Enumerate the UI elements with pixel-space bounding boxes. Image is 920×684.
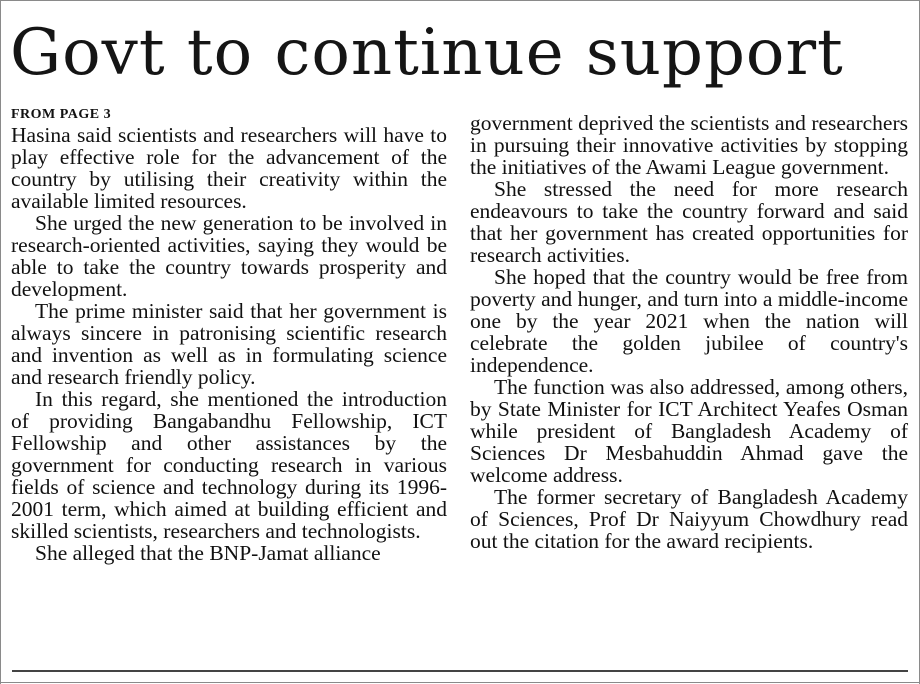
paragraph: The function was also addressed, among others, by State Minister for ICT Architect Yeafes Osman while president of Bangladesh Academy of Sciences Dr Mesbahuddin Ahmad gave the welcome address.	[470, 375, 908, 487]
paragraph: The former secretary of Bangladesh Academy of Sciences, Prof Dr Naiyyum Chowdhury read out the citation for the award recipients.	[470, 485, 908, 553]
dateline: FROM PAGE 3	[11, 107, 112, 122]
paragraph: government deprived the scientists and researchers in pursuing their innovative activities by stopping the initiatives of the Awami League government.	[470, 111, 908, 179]
paragraph: Hasina said scientists and researchers will have to play effective role for the advancement of the country by utilising their creativity within the available limited resources.	[11, 123, 447, 213]
paragraph: The prime minister said that her government is always sincere in patronising scientific research and invention as well as in formulating science and research friendly policy.	[11, 299, 447, 389]
frame-top-border	[0, 0, 920, 1]
article-column-left	[11, 106, 447, 564]
paragraph: She hoped that the country would be free from poverty and hunger, and turn into a middle-income one by the year 2021 when the nation will celebrate the golden jubilee of country's independence.	[470, 265, 908, 377]
paragraph: In this regard, she mentioned the introduction of providing Bangabandhu Fellowship, ICT Fellowship and other assistances by the government for conducting research in various fields of science and technology during its 1996-2001 term, which aimed at building efficient and skilled scientists, researchers and technologists.	[11, 387, 447, 543]
frame-left-border	[0, 0, 1, 684]
paragraph: She alleged that the BNP-Jamat alliance	[35, 541, 381, 565]
paragraph: She stressed the need for more research endeavours to take the country forward and said that her government has created opportunities for research activities.	[470, 177, 908, 267]
article-column-right	[470, 112, 908, 552]
article-end-rule	[12, 670, 908, 672]
article-headline: Govt to continue support	[10, 16, 844, 90]
frame-bottom-border	[0, 682, 920, 683]
paragraph: She urged the new generation to be involved in research-oriented activities, saying they would be able to take the country towards prosperity and development.	[11, 211, 447, 301]
